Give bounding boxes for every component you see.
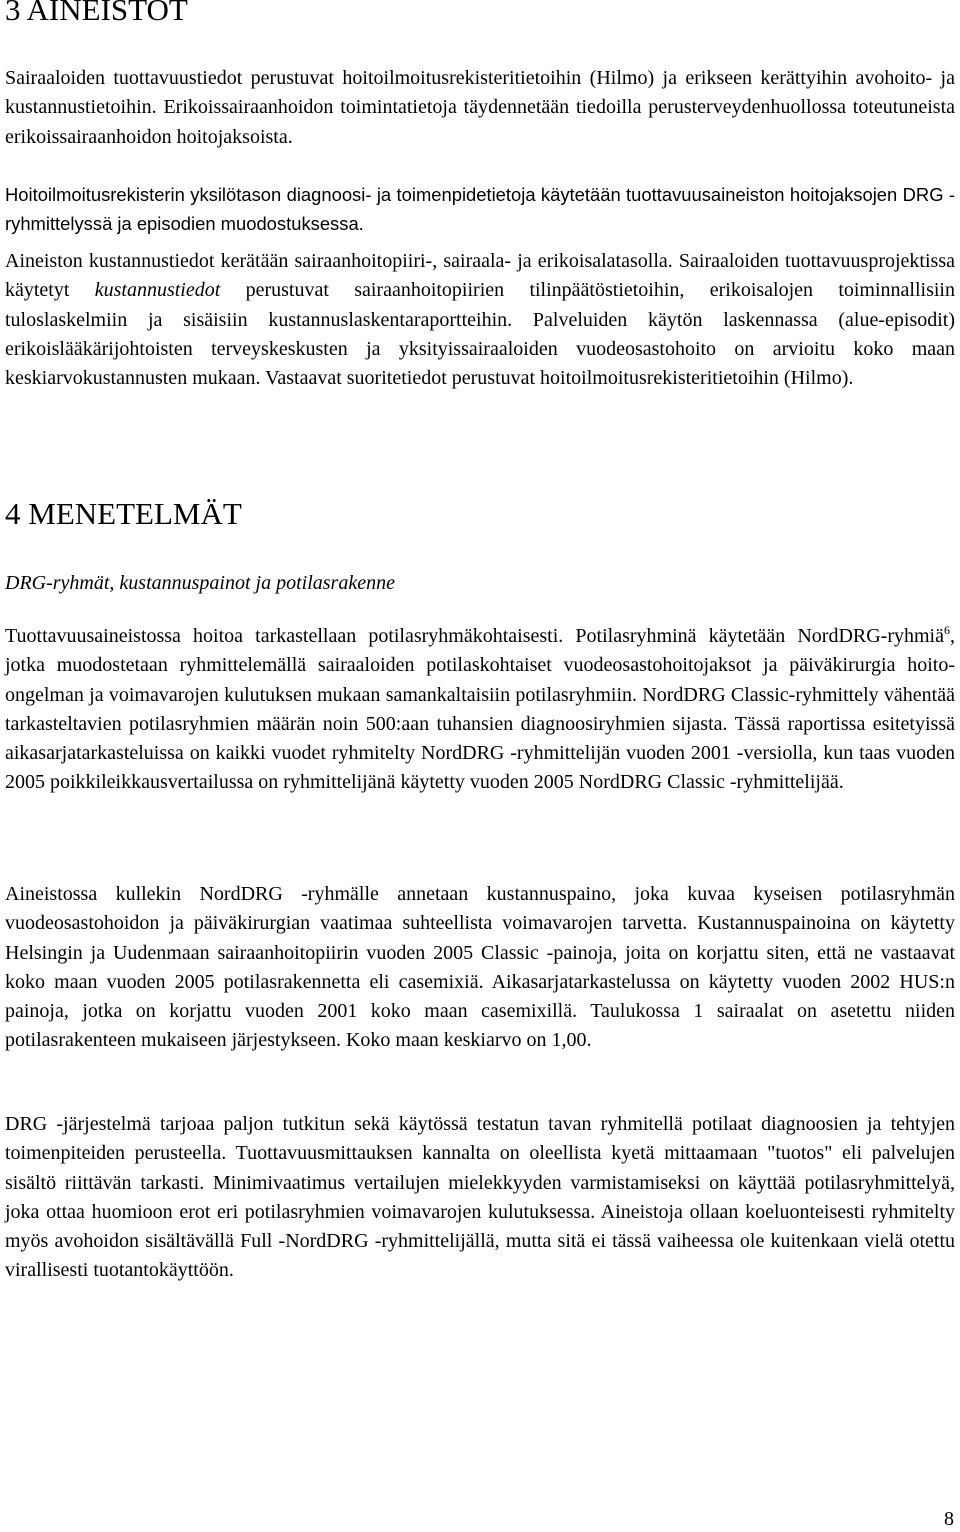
patient-groups-text-start: Tuottavuusaineistossa hoitoa tarkastellaan potilasryhmäkohtaisesti. Potilasryhminä käytetään NordDRG-ryhmiä	[5, 625, 944, 647]
cost-data-text-end: perustuvat sairaanhoitopiirien tilinpäätöstietoihin, erikoisalojen toiminnallisiin tuloslaskelmiin ja sisäisiin kustannuslaskentaraportteihin. Palveluiden käytön laskennassa (alue-episodit) erikoislääkärijohtoisten terveyskeskusten ja yksityissairaaloiden vuodeosastohoito on arvioitu koko maan keskiarvokustannusten mukaan. Vastaavat suoritetiedot perustuvat hoitoilmoitusrekisteritietoihin (Hilmo).	[5, 279, 955, 390]
paragraph-cost-data	[5, 247, 955, 393]
page-number: 8	[944, 1508, 954, 1530]
subsection-title: DRG-ryhmät, kustannuspainot ja potilasrakenne	[5, 572, 395, 594]
paragraph-patient-groups	[5, 622, 955, 798]
paragraph-cost-weights: Aineistossa kullekin NordDRG -ryhmälle annetaan kustannuspaino, joka kuvaa kyseisen potilasryhmän vuodeosastohoidon ja päiväkirurgian vaatimaa suhteellista voimavarojen tarvetta. Kustannuspainoina on käytetty Helsingin ja Uudenmaan sairaanhoitopiirin vuoden 2005 Classic -painoja, joita on korjattu siten, että ne vastaavat koko maan vuoden 2005 potilasrakennetta eli casemixiä. Aikasarjatarkastelussa on käytetty vuoden 2002 HUS:n painoja, jotka on korjattu vuoden 2001 koko maan casemixillä. Taulukossa 1 sairaalat on asetettu niiden potilasrakenteen mukaiseen järjestykseen. Koko maan keskiarvo on 1,00.	[5, 883, 955, 1052]
cost-data-emphasis: kustannustiedot	[94, 279, 221, 302]
paragraph-drg-system: DRG -järjestelmä tarjoaa paljon tutkitun sekä käytössä testatun tavan ryhmitellä potilaat diagnoosien ja tehtyjen toimenpiteiden perusteella. Tuottavuusmittauksen kannalta on oleellista kyetä mittaamaan "tuotos" eli palvelujen sisältö riittävän tarkasti. Minimivaatimus vertailujen mielekkyyden varmistamiseksi on käyttää potilasryhmittelyä, joka ottaa huomioon erot eri potilasryhmien voimavarojen kulutuksessa. Aineistoja ollaan koeluonteisesti ryhmitelty myös avohoidon sisältävällä Full -NordDRG -ryhmittelijällä, mutta sitä ei tässä vaiheessa ole kuitenkaan vielä otettu virallisesti tuotantokäyttöön.	[5, 1113, 955, 1282]
paragraph-data-sources: Sairaaloiden tuottavuustiedot perustuvat hoitoilmoitusrekisteritietoihin (Hilmo) ja erikseen kerättyihin avohoito- ja kustannustietoihin. Erikoissairaanhoidon toimintatietoja täydennetään tiedoilla perusterveydenhuollossa toteutuneista erikoissairaanhoidon hoitojaksoista.	[5, 67, 955, 148]
section-heading-menetelmat: 4 MENETELMÄT	[5, 496, 242, 531]
paragraph-drg-grouping: Hoitoilmoitusrekisterin yksilötason diagnoosi- ja toimenpidetietoja käytetään tuottavuusaineiston hoitojaksojen DRG -ryhmittelyssä ja episodien muodostuksessa.	[5, 184, 955, 235]
footnote-reference: 6	[944, 623, 950, 637]
section-heading-aineistot: 3 AINEISTOT	[5, 0, 188, 27]
cost-data-text-start: Aineiston kustannustiedot kerätään sairaanhoitopiiri-, sairaala- ja erikoisalatasolla. Sairaaloiden tuottavuusprojektissa käytetyt	[5, 250, 955, 302]
patient-groups-text-end: , jotka muodostetaan ryhmittelemällä sairaaloiden potilaskohtaiset vuodeosastohoitojaksot ja päiväkirurgia hoito-ongelman ja voimavarojen kulutuksen mukaan samankaltaisiin potilasryhmiin. NordDRG Classic-ryhmittely vähentää tarkasteltavien potilasryhmien määrän noin 500:aan tuhansien diagnoosiryhmien sijasta. Tässä raportissa esitetyissä aikasarjatarkasteluissa on kaikki vuodet ryhmitelty NordDRG -ryhmittelijän vuoden 2001 -versiolla, kun taas vuoden 2005 poikkileikkausvertailussa on ryhmittelijänä käytetty vuoden 2005 NordDRG Classic -ryhmittelijää.	[5, 625, 955, 794]
